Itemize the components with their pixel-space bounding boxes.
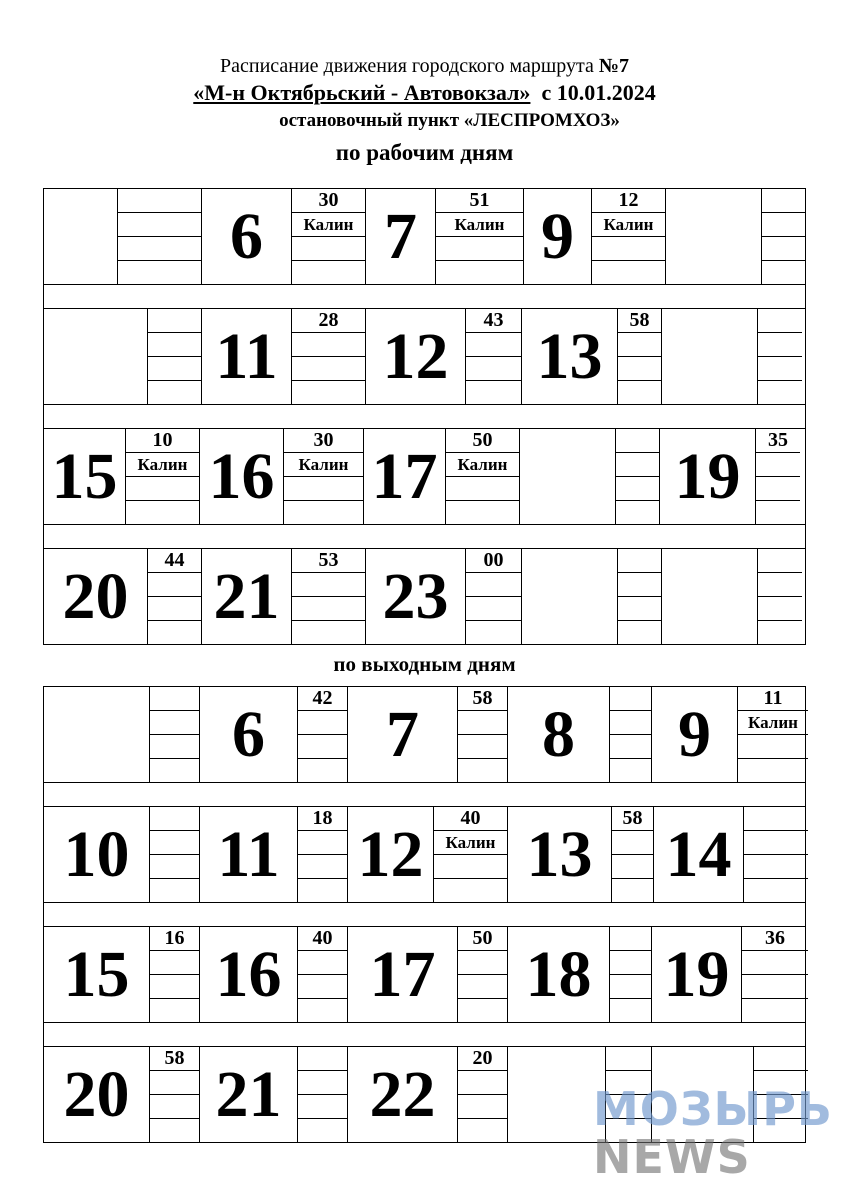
minutes-cell [592, 189, 666, 284]
hour-cell: 22 [348, 1047, 458, 1142]
empty-slot [758, 597, 802, 621]
empty-slot [606, 1047, 651, 1071]
empty-slot [458, 735, 507, 759]
row-separator [44, 783, 806, 807]
minutes-cell [436, 189, 524, 284]
empty-slot [148, 357, 201, 381]
minutes-cell [458, 687, 508, 782]
route-variant-note: Калин [592, 213, 665, 237]
minutes-cell [150, 927, 200, 1022]
minutes-cell [466, 309, 522, 404]
minutes-cell [756, 429, 800, 524]
empty-slot [118, 213, 201, 237]
empty-slot [298, 735, 347, 759]
hour-cell [662, 549, 758, 644]
empty-slot [610, 711, 651, 735]
hour-cell [522, 549, 618, 644]
empty-slot [618, 549, 661, 573]
hour-cell: 12 [348, 807, 434, 902]
empty-slot [150, 879, 199, 902]
schedule-row [44, 807, 806, 903]
minutes-cell [118, 189, 202, 284]
empty-slot [742, 951, 808, 975]
empty-slot [126, 477, 199, 501]
empty-slot [148, 573, 201, 597]
departure-minute: 51 [436, 189, 523, 213]
empty-slot [466, 621, 521, 644]
departure-minute: 50 [458, 927, 507, 951]
empty-slot [150, 831, 199, 855]
hour-cell: 7 [366, 189, 436, 284]
hour-cell: 19 [652, 927, 742, 1022]
departure-minute: 16 [150, 927, 199, 951]
minutes-cell [610, 687, 652, 782]
schedule-row [44, 189, 806, 285]
departure-minute: 30 [292, 189, 365, 213]
empty-slot [150, 951, 199, 975]
minutes-cell [298, 687, 348, 782]
minutes-cell [150, 687, 200, 782]
hour-cell: 9 [524, 189, 592, 284]
empty-slot [756, 477, 800, 501]
minutes-cell [758, 309, 802, 404]
minutes-cell [148, 549, 202, 644]
empty-slot [436, 261, 523, 284]
schedule-row [44, 309, 806, 405]
hour-cell [508, 1047, 606, 1142]
hour-cell: 16 [200, 429, 284, 524]
hour-cell: 20 [44, 1047, 150, 1142]
departure-minute: 30 [284, 429, 363, 453]
minutes-cell [742, 927, 808, 1022]
minutes-cell [738, 687, 808, 782]
empty-slot [150, 1119, 199, 1142]
empty-slot [150, 711, 199, 735]
empty-slot [458, 711, 507, 735]
empty-slot [610, 759, 651, 782]
watermark-logo-top: МОЗЫРЬ [593, 1082, 833, 1136]
hour-cell: 23 [366, 549, 466, 644]
empty-slot [618, 573, 661, 597]
empty-slot [610, 687, 651, 711]
route-variant-note: Калин [738, 711, 808, 735]
weekday-timetable [43, 188, 806, 645]
empty-slot [762, 261, 806, 284]
departure-minute: 12 [592, 189, 665, 213]
hour-cell: 11 [200, 807, 298, 902]
empty-slot [298, 831, 347, 855]
minutes-cell [616, 429, 660, 524]
empty-slot [616, 453, 659, 477]
empty-slot [458, 999, 507, 1022]
schedule-row [44, 429, 806, 525]
empty-slot [754, 1047, 808, 1071]
hour-cell [44, 189, 118, 284]
hour-cell: 16 [200, 927, 298, 1022]
empty-slot [150, 807, 199, 831]
empty-slot [744, 879, 808, 902]
hour-cell: 15 [44, 429, 126, 524]
empty-slot [298, 879, 347, 902]
departure-minute: 28 [292, 309, 365, 333]
route-variant-note: Калин [436, 213, 523, 237]
empty-slot [466, 573, 521, 597]
empty-slot [150, 975, 199, 999]
minutes-cell [150, 1047, 200, 1142]
empty-slot [148, 333, 201, 357]
empty-slot [126, 501, 199, 524]
minutes-cell [610, 927, 652, 1022]
departure-minute: 00 [466, 549, 521, 573]
empty-slot [292, 237, 365, 261]
empty-slot [458, 759, 507, 782]
minutes-cell [618, 309, 662, 404]
empty-slot [436, 237, 523, 261]
hour-cell: 13 [522, 309, 618, 404]
empty-slot [762, 189, 806, 213]
hour-cell: 10 [44, 807, 150, 902]
hour-cell: 12 [366, 309, 466, 404]
schedule-row [44, 927, 806, 1023]
empty-slot [150, 735, 199, 759]
minutes-cell [298, 807, 348, 902]
empty-slot [466, 597, 521, 621]
minutes-cell [284, 429, 364, 524]
departure-minute: 11 [738, 687, 808, 711]
departure-minute: 43 [466, 309, 521, 333]
empty-slot [744, 855, 808, 879]
empty-slot [148, 381, 201, 404]
route-name: «М-н Октябрьский - Автовокзал» [193, 80, 531, 105]
hour-cell: 20 [44, 549, 148, 644]
empty-slot [758, 573, 802, 597]
empty-slot [616, 477, 659, 501]
minutes-cell [298, 927, 348, 1022]
minutes-cell [298, 1047, 348, 1142]
empty-slot [466, 381, 521, 404]
minutes-cell [612, 807, 654, 902]
empty-slot [434, 855, 507, 879]
stop-name: остановочный пункт «ЛЕСПРОМХОЗ» [279, 110, 620, 131]
empty-slot [118, 261, 201, 284]
minutes-cell [458, 1047, 508, 1142]
empty-slot [150, 855, 199, 879]
empty-slot [758, 357, 802, 381]
departure-minute: 58 [618, 309, 661, 333]
minutes-cell [126, 429, 200, 524]
empty-slot [744, 831, 808, 855]
row-separator [44, 285, 806, 309]
empty-slot [612, 855, 653, 879]
minutes-cell [744, 807, 808, 902]
minutes-cell [292, 549, 366, 644]
empty-slot [298, 855, 347, 879]
schedule-row [44, 687, 806, 783]
empty-slot [458, 1071, 507, 1095]
minutes-cell [292, 309, 366, 404]
empty-slot [758, 333, 802, 357]
empty-slot [292, 621, 365, 644]
weekends-heading: по выходным дням [333, 652, 516, 676]
hour-cell: 6 [200, 687, 298, 782]
effective-date: с 10.01.2024 [541, 80, 656, 105]
empty-slot [616, 501, 659, 524]
minutes-cell [434, 807, 508, 902]
route-variant-note: Калин [446, 453, 519, 477]
route-variant-note: Калин [292, 213, 365, 237]
empty-slot [458, 951, 507, 975]
row-separator [44, 525, 806, 549]
empty-slot [616, 429, 659, 453]
hour-cell [44, 687, 150, 782]
empty-slot [292, 357, 365, 381]
empty-slot [618, 381, 661, 404]
empty-slot [292, 261, 365, 284]
departure-minute: 35 [756, 429, 800, 453]
empty-slot [148, 597, 201, 621]
empty-slot [458, 975, 507, 999]
route-variant-note: Калин [434, 831, 507, 855]
route-title [0, 80, 849, 106]
empty-slot [284, 501, 363, 524]
empty-slot [762, 213, 806, 237]
empty-slot [758, 621, 802, 644]
departure-minute: 40 [298, 927, 347, 951]
hour-cell: 17 [348, 927, 458, 1022]
hour-cell: 9 [652, 687, 738, 782]
empty-slot [610, 999, 651, 1022]
empty-slot [298, 1095, 347, 1119]
empty-slot [298, 759, 347, 782]
empty-slot [756, 501, 800, 524]
watermark-logo-bottom: NEWS [593, 1130, 751, 1184]
empty-slot [148, 621, 201, 644]
empty-slot [458, 1119, 507, 1142]
empty-slot [458, 1095, 507, 1119]
empty-slot [292, 381, 365, 404]
row-separator [44, 405, 806, 429]
hour-cell: 17 [364, 429, 446, 524]
minutes-cell [758, 549, 802, 644]
empty-slot [284, 477, 363, 501]
empty-slot [738, 735, 808, 759]
empty-slot [618, 621, 661, 644]
hour-cell: 19 [660, 429, 756, 524]
empty-slot [610, 735, 651, 759]
weekend-timetable [43, 686, 806, 1143]
empty-slot [762, 237, 806, 261]
empty-slot [298, 999, 347, 1022]
empty-slot [150, 999, 199, 1022]
minutes-cell [458, 927, 508, 1022]
empty-slot [610, 975, 651, 999]
departure-minute: 40 [434, 807, 507, 831]
hour-cell [520, 429, 616, 524]
empty-slot [118, 189, 201, 213]
empty-slot [592, 237, 665, 261]
empty-slot [610, 951, 651, 975]
hour-cell: 14 [654, 807, 744, 902]
hour-cell: 13 [508, 807, 612, 902]
row-separator [44, 1023, 806, 1047]
departure-minute: 10 [126, 429, 199, 453]
empty-slot [618, 357, 661, 381]
row-separator [44, 903, 806, 927]
minutes-cell [446, 429, 520, 524]
departure-minute: 58 [612, 807, 653, 831]
departure-minute: 20 [458, 1047, 507, 1071]
empty-slot [744, 807, 808, 831]
empty-slot [150, 687, 199, 711]
empty-slot [758, 309, 802, 333]
empty-slot [758, 549, 802, 573]
minutes-cell [148, 309, 202, 404]
empty-slot [742, 975, 808, 999]
minutes-cell [618, 549, 662, 644]
empty-slot [610, 927, 651, 951]
weekdays-heading: по рабочим дням [335, 140, 514, 165]
empty-slot [434, 879, 507, 902]
hour-cell [662, 309, 758, 404]
route-variant-note: Калин [126, 453, 199, 477]
empty-slot [738, 759, 808, 782]
schedule-row [44, 549, 806, 645]
empty-slot [618, 333, 661, 357]
empty-slot [298, 1071, 347, 1095]
empty-slot [618, 597, 661, 621]
empty-slot [742, 999, 808, 1022]
departure-minute: 36 [742, 927, 808, 951]
empty-slot [298, 711, 347, 735]
empty-slot [612, 831, 653, 855]
empty-slot [446, 477, 519, 501]
hour-cell: 7 [348, 687, 458, 782]
empty-slot [292, 333, 365, 357]
empty-slot [446, 501, 519, 524]
empty-slot [756, 453, 800, 477]
departure-minute: 42 [298, 687, 347, 711]
empty-slot [118, 237, 201, 261]
empty-slot [758, 381, 802, 404]
empty-slot [150, 759, 199, 782]
hour-cell: 21 [202, 549, 292, 644]
empty-slot [150, 1095, 199, 1119]
empty-slot [466, 357, 521, 381]
empty-slot [298, 1119, 347, 1142]
departure-minute: 58 [458, 687, 507, 711]
hour-cell: 15 [44, 927, 150, 1022]
empty-slot [298, 1047, 347, 1071]
departure-minute: 58 [150, 1047, 199, 1071]
hour-cell: 18 [508, 927, 610, 1022]
empty-slot [612, 879, 653, 902]
empty-slot [292, 597, 365, 621]
departure-minute: 44 [148, 549, 201, 573]
departure-minute: 18 [298, 807, 347, 831]
route-variant-note: Калин [284, 453, 363, 477]
minutes-cell [150, 807, 200, 902]
minutes-cell [466, 549, 522, 644]
empty-slot [292, 573, 365, 597]
empty-slot [148, 309, 201, 333]
empty-slot [298, 951, 347, 975]
empty-slot [298, 975, 347, 999]
hour-cell: 11 [202, 309, 292, 404]
hour-cell: 6 [202, 189, 292, 284]
departure-minute: 50 [446, 429, 519, 453]
hour-cell [666, 189, 762, 284]
empty-slot [150, 1071, 199, 1095]
empty-slot [592, 261, 665, 284]
hour-cell: 8 [508, 687, 610, 782]
empty-slot [466, 333, 521, 357]
hour-cell: 21 [200, 1047, 298, 1142]
minutes-cell [762, 189, 806, 284]
minutes-cell [292, 189, 366, 284]
departure-minute: 53 [292, 549, 365, 573]
schedule-title: Расписание движения городского маршрута №7 [219, 55, 629, 77]
hour-cell [44, 309, 148, 404]
